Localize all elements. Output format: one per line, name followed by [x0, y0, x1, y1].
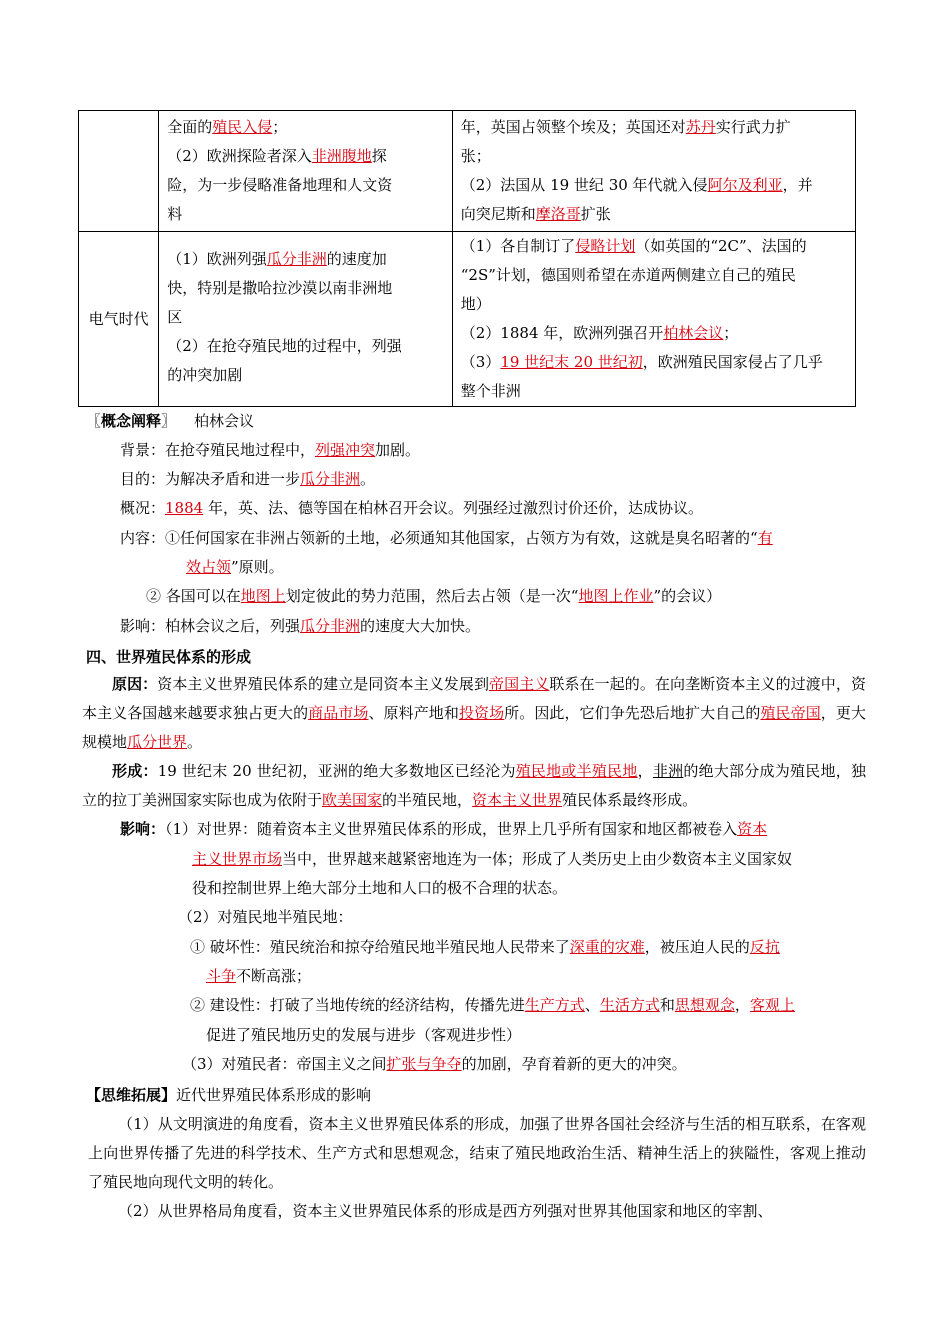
section-heading: 四、世界殖民体系的形成 — [86, 648, 252, 666]
effect-world-cont2: 役和控制世界上绝大部分土地和人口的极不合理的状态。 — [192, 879, 568, 897]
concept-content-1-cont: 效占领”原则。 — [186, 558, 284, 576]
era-cell: 电气时代 — [79, 232, 159, 407]
effect-destructive-cont: 斗争不断高涨； — [206, 967, 312, 985]
effect-destructive: ① 破坏性：殖民统治和掠夺给殖民地半殖民地人民带来了深重的灾难，被压迫人民的反抗 — [190, 938, 780, 956]
concept-content-2: ② 各国可以在地图上划定彼此的势力范围，然后去占领（是一次“地图上作业”的会议） — [146, 587, 722, 605]
effect-constructive-cont: 促进了殖民地历史的发展与进步（客观进步性） — [206, 1026, 522, 1044]
table-row — [79, 111, 856, 232]
effect-colonies: （2）对殖民地半殖民地： — [178, 908, 353, 926]
effect-world-cont: 主义世界市场当中，世界越来越紧密地连为一体；形成了人类历史上由少数资本主义国家奴 — [192, 850, 793, 868]
europe-action-cell: （1）欧洲列强瓜分非洲的速度加 快，特别是撒哈拉沙漠以南非洲地 区 （2）在抢夺殖民地的过程中，列强 的冲突加剧 — [159, 232, 453, 407]
era-cell — [79, 111, 159, 232]
concept-content-1: 内容：①任何国家在非洲占领新的土地，必须通知其他国家，占领方为有效，这就是臭名昭著的“有 — [120, 529, 773, 547]
extension-heading: 【思维拓展】近代世界殖民体系形成的影响 — [86, 1086, 372, 1104]
detail-cell: 年，英国占领整个埃及；英国还对苏丹实行武力扩 张； （2）法国从 19 世纪 30 年代就入侵阿尔及利亚，并 向突尼斯和摩洛哥扩张 — [452, 111, 855, 232]
concept-goal: 目的：为解决矛盾和进一步瓜分非洲。 — [120, 470, 376, 488]
effect-constructive: ② 建设性：打破了当地传统的经济结构，传播先进生产方式、生活方式和思想观念，客观上 — [190, 996, 795, 1014]
detail-cell: （1）各自制订了侵略计划（如英国的“2C”、法国的 “2S”计划，德国则希望在赤道两侧建立自己的殖民 地） （2）1884 年，欧洲列强召开柏林会议； （3）19 世纪末 20 世纪初，欧洲殖民国家侵占了几乎 整个非洲 — [452, 232, 855, 407]
cause-paragraph: 原因：资本主义世界殖民体系的建立是同资本主义发展到帝国主义联系在一起的。在向垄断资本主义的过渡中，资本主义各国越来越要求独占更大的商品市场、原料产地和投资场所。因此，它们争先恐后地扩大自己的殖民帝国，更大规模地瓜分世界。 — [82, 675, 866, 751]
formation-paragraph: 形成：19 世纪末 20 世纪初，亚洲的绝大多数地区已经沦为殖民地或半殖民地，非洲的绝大部分成为殖民地，独立的拉丁美洲国家实际也成为依附于欧美国家的半殖民地，资本主义世界殖民体系最终形成。 — [82, 762, 866, 809]
concept-background: 背景：在抢夺殖民地过程中，列强冲突加剧。 — [120, 441, 421, 459]
extension-paragraph-2: （2）从世界格局角度看，资本主义世界殖民体系的形成是西方列强对世界其他国家和地区的宰割、 — [118, 1202, 773, 1220]
concept-impact: 影响：柏林会议之后，列强瓜分非洲的速度大大加快。 — [120, 617, 481, 635]
effect-world: 影响：（1）对世界：随着资本主义世界殖民体系的形成，世界上几乎所有国家和地区都被卷入资本 — [120, 820, 768, 838]
colonial-table — [78, 110, 856, 407]
concept-summary: 概况：1884 年，英、法、德等国在柏林召开会议。列强经过激烈讨价还价，达成协议。 — [120, 499, 703, 517]
table-row — [79, 232, 856, 407]
europe-action-cell: 全面的殖民入侵； （2）欧洲探险者深入非洲腹地探 险，为一步侵略准备地理和人文资 料 — [159, 111, 453, 232]
concept-heading: 〖概念阐释〗 柏林会议 — [86, 412, 255, 430]
extension-paragraph-1: （1）从文明演进的角度看，资本主义世界殖民体系的形成，加强了世界各国社会经济与生活的相互联系，在客观上向世界传播了先进的科学技术、生产方式和思想观念，结束了殖民地政治生活、精神生活上的狭隘性，客观上推动了殖民地向现代文明的转化。 — [88, 1115, 866, 1191]
effect-colonizers: （3）对殖民者：帝国主义之间扩张与争夺的加剧，孕育着新的更大的冲突。 — [182, 1055, 687, 1073]
